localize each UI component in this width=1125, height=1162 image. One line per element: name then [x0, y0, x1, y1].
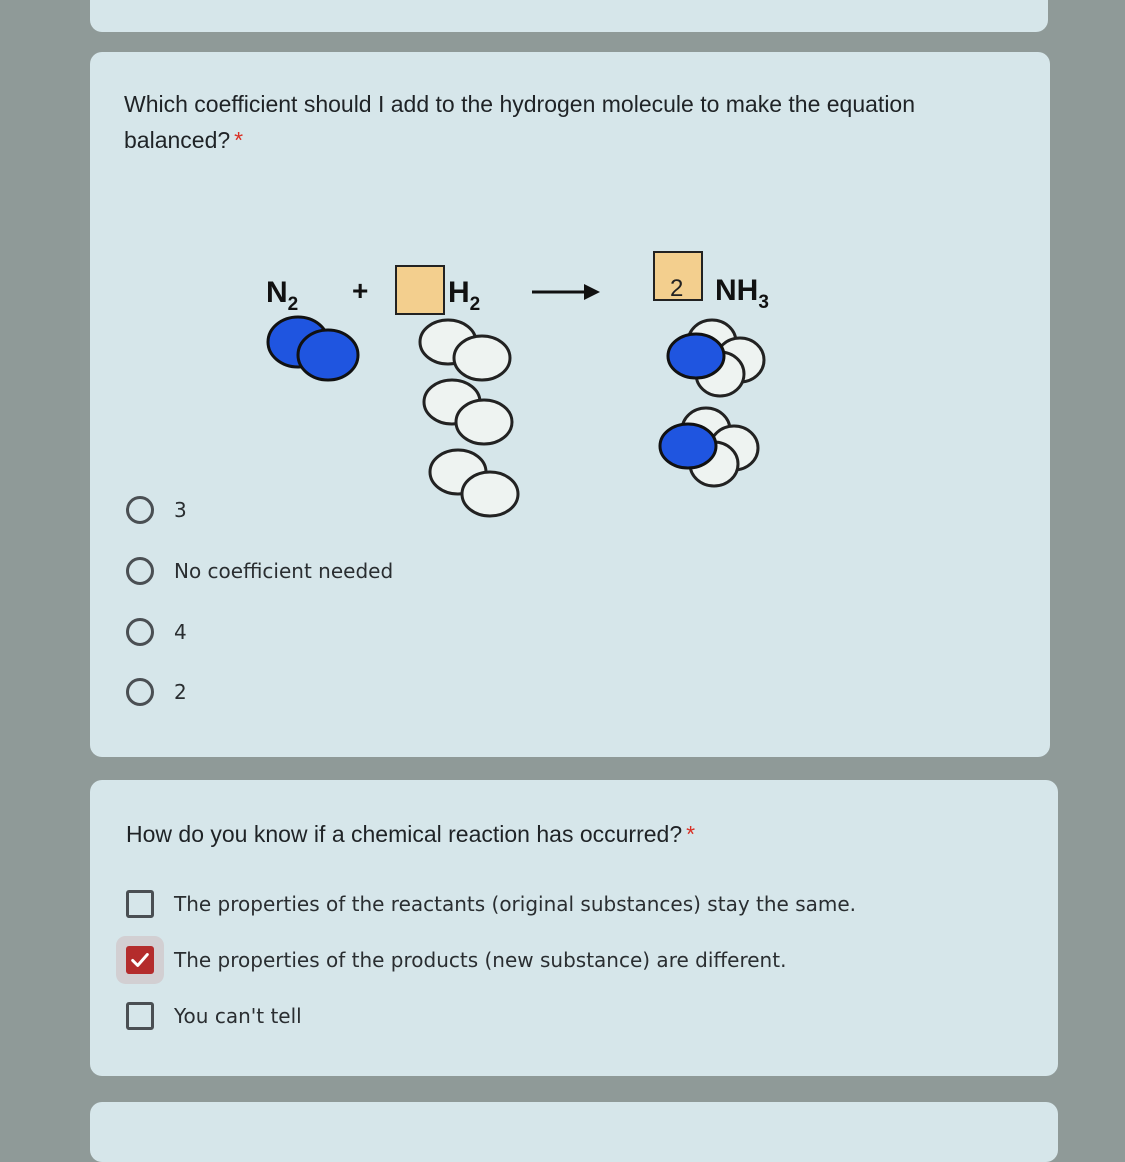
question-title: [124, 86, 1004, 158]
radio-button[interactable]: [126, 557, 154, 585]
nh3-molecule: [660, 408, 758, 486]
checkbox-option-products-different[interactable]: [126, 946, 786, 974]
question-text: Which coefficient should I add to the hydrogen molecule to make the equation balanced?: [124, 91, 916, 153]
h2-molecule: [424, 380, 512, 444]
option-label: No coefficient needed: [174, 559, 394, 583]
nh3-coefficient: 2: [670, 275, 684, 302]
h2-coefficient-box: [396, 266, 444, 314]
checkbox-checked[interactable]: [126, 946, 154, 974]
reaction-arrow: [532, 284, 600, 300]
h2-molecule: [430, 450, 518, 516]
checkbox[interactable]: [126, 890, 154, 918]
radio-option-2[interactable]: [126, 678, 187, 706]
h2-molecule: [420, 320, 510, 380]
previous-question-card: [90, 0, 1048, 32]
next-question-card: [90, 1102, 1058, 1162]
radio-option-4[interactable]: [126, 618, 187, 646]
n2-formula: $N_2$: [266, 276, 299, 315]
option-label: 3: [174, 498, 187, 522]
plus-sign: +: [352, 275, 369, 306]
checkmark-icon: [129, 949, 151, 971]
n2-molecule: [268, 317, 358, 380]
nh3-molecule: [668, 320, 764, 396]
checkbox[interactable]: [126, 1002, 154, 1030]
question-text: How do you know if a chemical reaction has occurred?: [126, 821, 683, 847]
radio-button[interactable]: [126, 618, 154, 646]
nh3-formula: $NH_3$: [715, 274, 769, 313]
option-label: You can't tell: [174, 1004, 302, 1028]
option-label: 4: [174, 620, 187, 644]
required-asterisk: *: [686, 821, 696, 847]
question-card-coefficient: [90, 52, 1050, 757]
radio-button[interactable]: [126, 496, 154, 524]
chemical-equation-diagram: [170, 182, 769, 482]
radio-option-3[interactable]: [126, 496, 187, 524]
required-asterisk: *: [234, 127, 244, 153]
option-label: The properties of the products (new substance) are different.: [174, 948, 787, 972]
question-card-reaction: [90, 780, 1058, 1076]
h2-formula: $H_2$: [448, 276, 481, 315]
checkbox-option-reactants-same[interactable]: [126, 890, 856, 918]
radio-option-no-coefficient[interactable]: [126, 557, 393, 585]
radio-button[interactable]: [126, 678, 154, 706]
question-title: [126, 816, 1006, 852]
option-label: The properties of the reactants (original substances) stay the same.: [174, 892, 857, 916]
checkbox-option-cant-tell[interactable]: [126, 1002, 302, 1030]
option-label: 2: [174, 680, 187, 704]
